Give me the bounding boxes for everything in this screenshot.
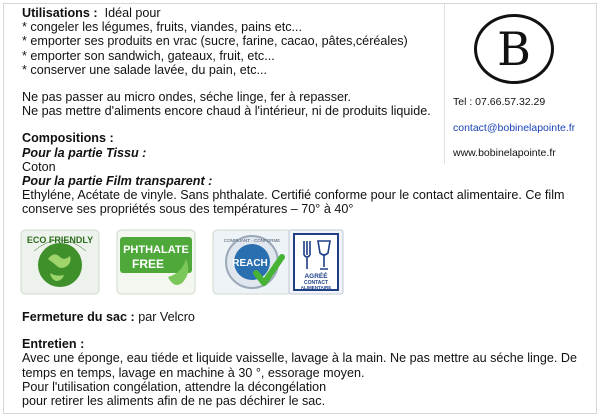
phthalate-free-badge bbox=[116, 229, 196, 295]
certification-badges bbox=[20, 229, 350, 299]
contact-email-link[interactable]: contact@bobinelapointe.fr bbox=[453, 122, 576, 134]
agree-label-2: CONTACT bbox=[303, 280, 329, 286]
fermeture-line bbox=[22, 310, 582, 324]
entretien-heading: Entretien : bbox=[22, 337, 85, 352]
utilisations-heading: Utilisations : bbox=[22, 6, 98, 20]
entretien-line: temps en temps, lavage en machine à 30 °, essorage moyen. bbox=[22, 365, 365, 380]
warning-line: Ne pas mettre d'aliments encore chaud à l'intérieur, ni de produits liquide. bbox=[22, 104, 431, 119]
tissu-value: Coton bbox=[22, 159, 56, 174]
eco-friendly-badge bbox=[20, 229, 100, 295]
contact-divider bbox=[444, 4, 445, 164]
entretien-line: pour retirer les aliments afin de ne pas déchirer le sac. bbox=[22, 394, 326, 409]
film-description-line: conserve ses propriétés sous des températures – 70° à 40° bbox=[22, 202, 354, 217]
entretien-line: Avec une éponge, eau tiéde et liquide vaisselle, lavage à la main. Ne pas mettre au séche linge. De bbox=[22, 351, 577, 366]
utilisation-item: * emporter son sandwich, gateaux, fruit, etc... bbox=[22, 48, 275, 63]
agree-label-1: AGRÉÉ bbox=[304, 273, 328, 280]
phthalate-label-2: FREE bbox=[131, 257, 165, 271]
contact-website-link[interactable]: www.bobinelapointe.fr bbox=[453, 147, 556, 159]
film-description-line: Ethyléne, Acétate de vinyle. Sans phthalate. Certifié conforme pour le contact alimentaire. Ce film bbox=[22, 188, 565, 203]
food-contact-badge bbox=[288, 229, 344, 295]
utilisation-item: * congeler les légumes, fruits, viandes, pains etc... bbox=[22, 20, 303, 35]
entretien-line: Pour l'utilisation congélation, attendre la décongélation bbox=[22, 379, 327, 394]
brand-logo bbox=[474, 14, 554, 84]
fermeture-value: par Velcro bbox=[138, 310, 195, 324]
utilisation-item: * emporter ses produits en vrac (sucre, farine, cacao, pâtes,céréales) bbox=[22, 34, 408, 49]
utilisations-intro bbox=[22, 6, 442, 20]
reach-label: REACH bbox=[232, 258, 268, 269]
contact-phone: Tel : 07.66.57.32.29 bbox=[453, 96, 546, 108]
care-section bbox=[22, 310, 582, 408]
film-heading: Pour la partie Film transparent : bbox=[22, 174, 213, 189]
compositions-heading: Compositions : bbox=[22, 131, 114, 146]
fermeture-heading: Fermeture du sac : bbox=[22, 310, 135, 324]
utilisation-item: * conserver une salade lavée, du pain, etc... bbox=[22, 62, 268, 77]
reach-arc-label: COMPLIANT · CONFORME bbox=[223, 238, 281, 243]
agree-label-3: ALIMENTAIRE bbox=[300, 285, 332, 290]
brand-logo-letter: B bbox=[497, 22, 531, 76]
eco-friendly-label: ECO FRIENDLY bbox=[26, 235, 94, 245]
reach-compliant-badge bbox=[212, 229, 292, 295]
tissu-heading: Pour la partie Tissu : bbox=[22, 145, 147, 160]
phthalate-label-1: PHTHALATE bbox=[123, 244, 189, 256]
utilisations-intro-text: Idéal pour bbox=[104, 6, 161, 20]
warning-line: Ne pas passer au micro ondes, séche linge, fer à repasser. bbox=[22, 90, 352, 105]
